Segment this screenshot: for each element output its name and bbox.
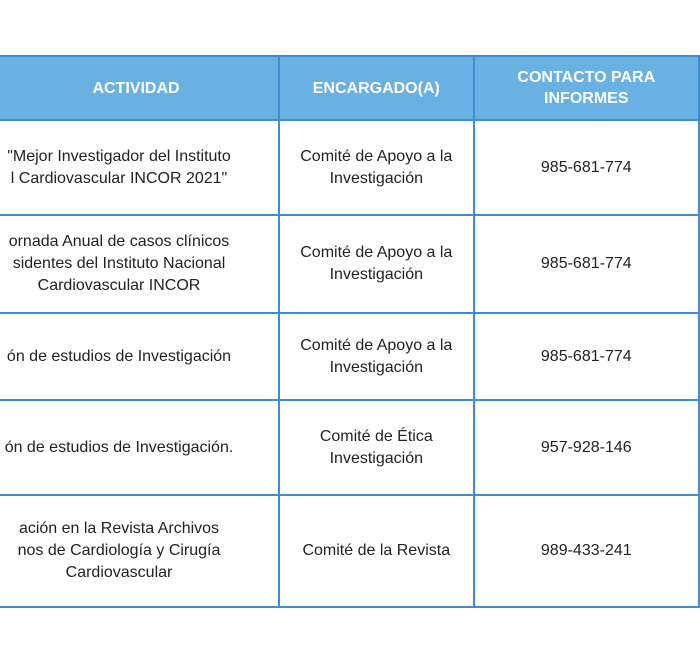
activity-line: ornada Anual de casos clínicos	[8, 233, 230, 250]
activity-line: Cardiovascular	[65, 564, 173, 581]
activity-line: Cardiovascular INCOR	[37, 277, 201, 294]
manager-line: Comité de Apoyo a la	[300, 244, 453, 261]
activity-line: l Cardiovascular INCOR 2021"	[10, 169, 228, 187]
table-row	[0, 313, 699, 400]
manager-cell	[279, 313, 474, 400]
activity-cell	[0, 313, 279, 400]
activity-cell	[0, 495, 279, 607]
contact-cell: 957-928-146	[474, 400, 699, 495]
activity-line: "Mejor Investigador del Instituto	[7, 147, 231, 165]
manager-cell	[279, 215, 474, 313]
table-row	[0, 400, 699, 495]
contact-cell: 989-433-241	[474, 495, 699, 607]
manager-line: Comité de Ética	[319, 427, 433, 445]
manager-line: Investigación	[329, 169, 423, 187]
header-actividad: ACTIVIDAD	[0, 56, 279, 120]
contact-cell: 985-681-774	[474, 313, 699, 400]
header-encargado: ENCARGADO(A)	[279, 56, 474, 120]
manager-line: Investigación	[329, 266, 423, 283]
activities-table	[0, 55, 700, 608]
activity-line: sidentes del Instituto Nacional	[12, 255, 226, 272]
activity-line: ación en la Revista Archivos	[18, 520, 220, 537]
manager-line: Investigación	[329, 449, 423, 467]
activities-table-container	[0, 55, 700, 608]
activity-line: ón de estudios de Investigación	[6, 347, 232, 365]
manager-cell	[279, 400, 474, 495]
activity-cell	[0, 215, 279, 313]
activity-cell	[0, 400, 279, 495]
manager-line: Comité de la Revista	[302, 542, 451, 559]
contact-cell: 985-681-774	[474, 120, 699, 215]
activity-line: ón de estudios de Investigación.	[4, 438, 234, 456]
activity-line: nos de Cardiología y Cirugía	[17, 542, 221, 559]
table-row	[0, 495, 699, 607]
table-header-row	[0, 56, 699, 120]
header-contacto-label: CONTACTO PARA INFORMES	[517, 69, 656, 107]
manager-line: Comité de Apoyo a la	[300, 147, 453, 165]
manager-cell	[279, 495, 474, 607]
manager-line: Comité de Apoyo a la	[300, 336, 453, 354]
activity-cell	[0, 120, 279, 215]
manager-cell	[279, 120, 474, 215]
table-row	[0, 215, 699, 313]
contact-cell: 985-681-774	[474, 215, 699, 313]
header-contacto	[474, 56, 699, 120]
manager-line: Investigación	[329, 358, 423, 376]
table-row	[0, 120, 699, 215]
